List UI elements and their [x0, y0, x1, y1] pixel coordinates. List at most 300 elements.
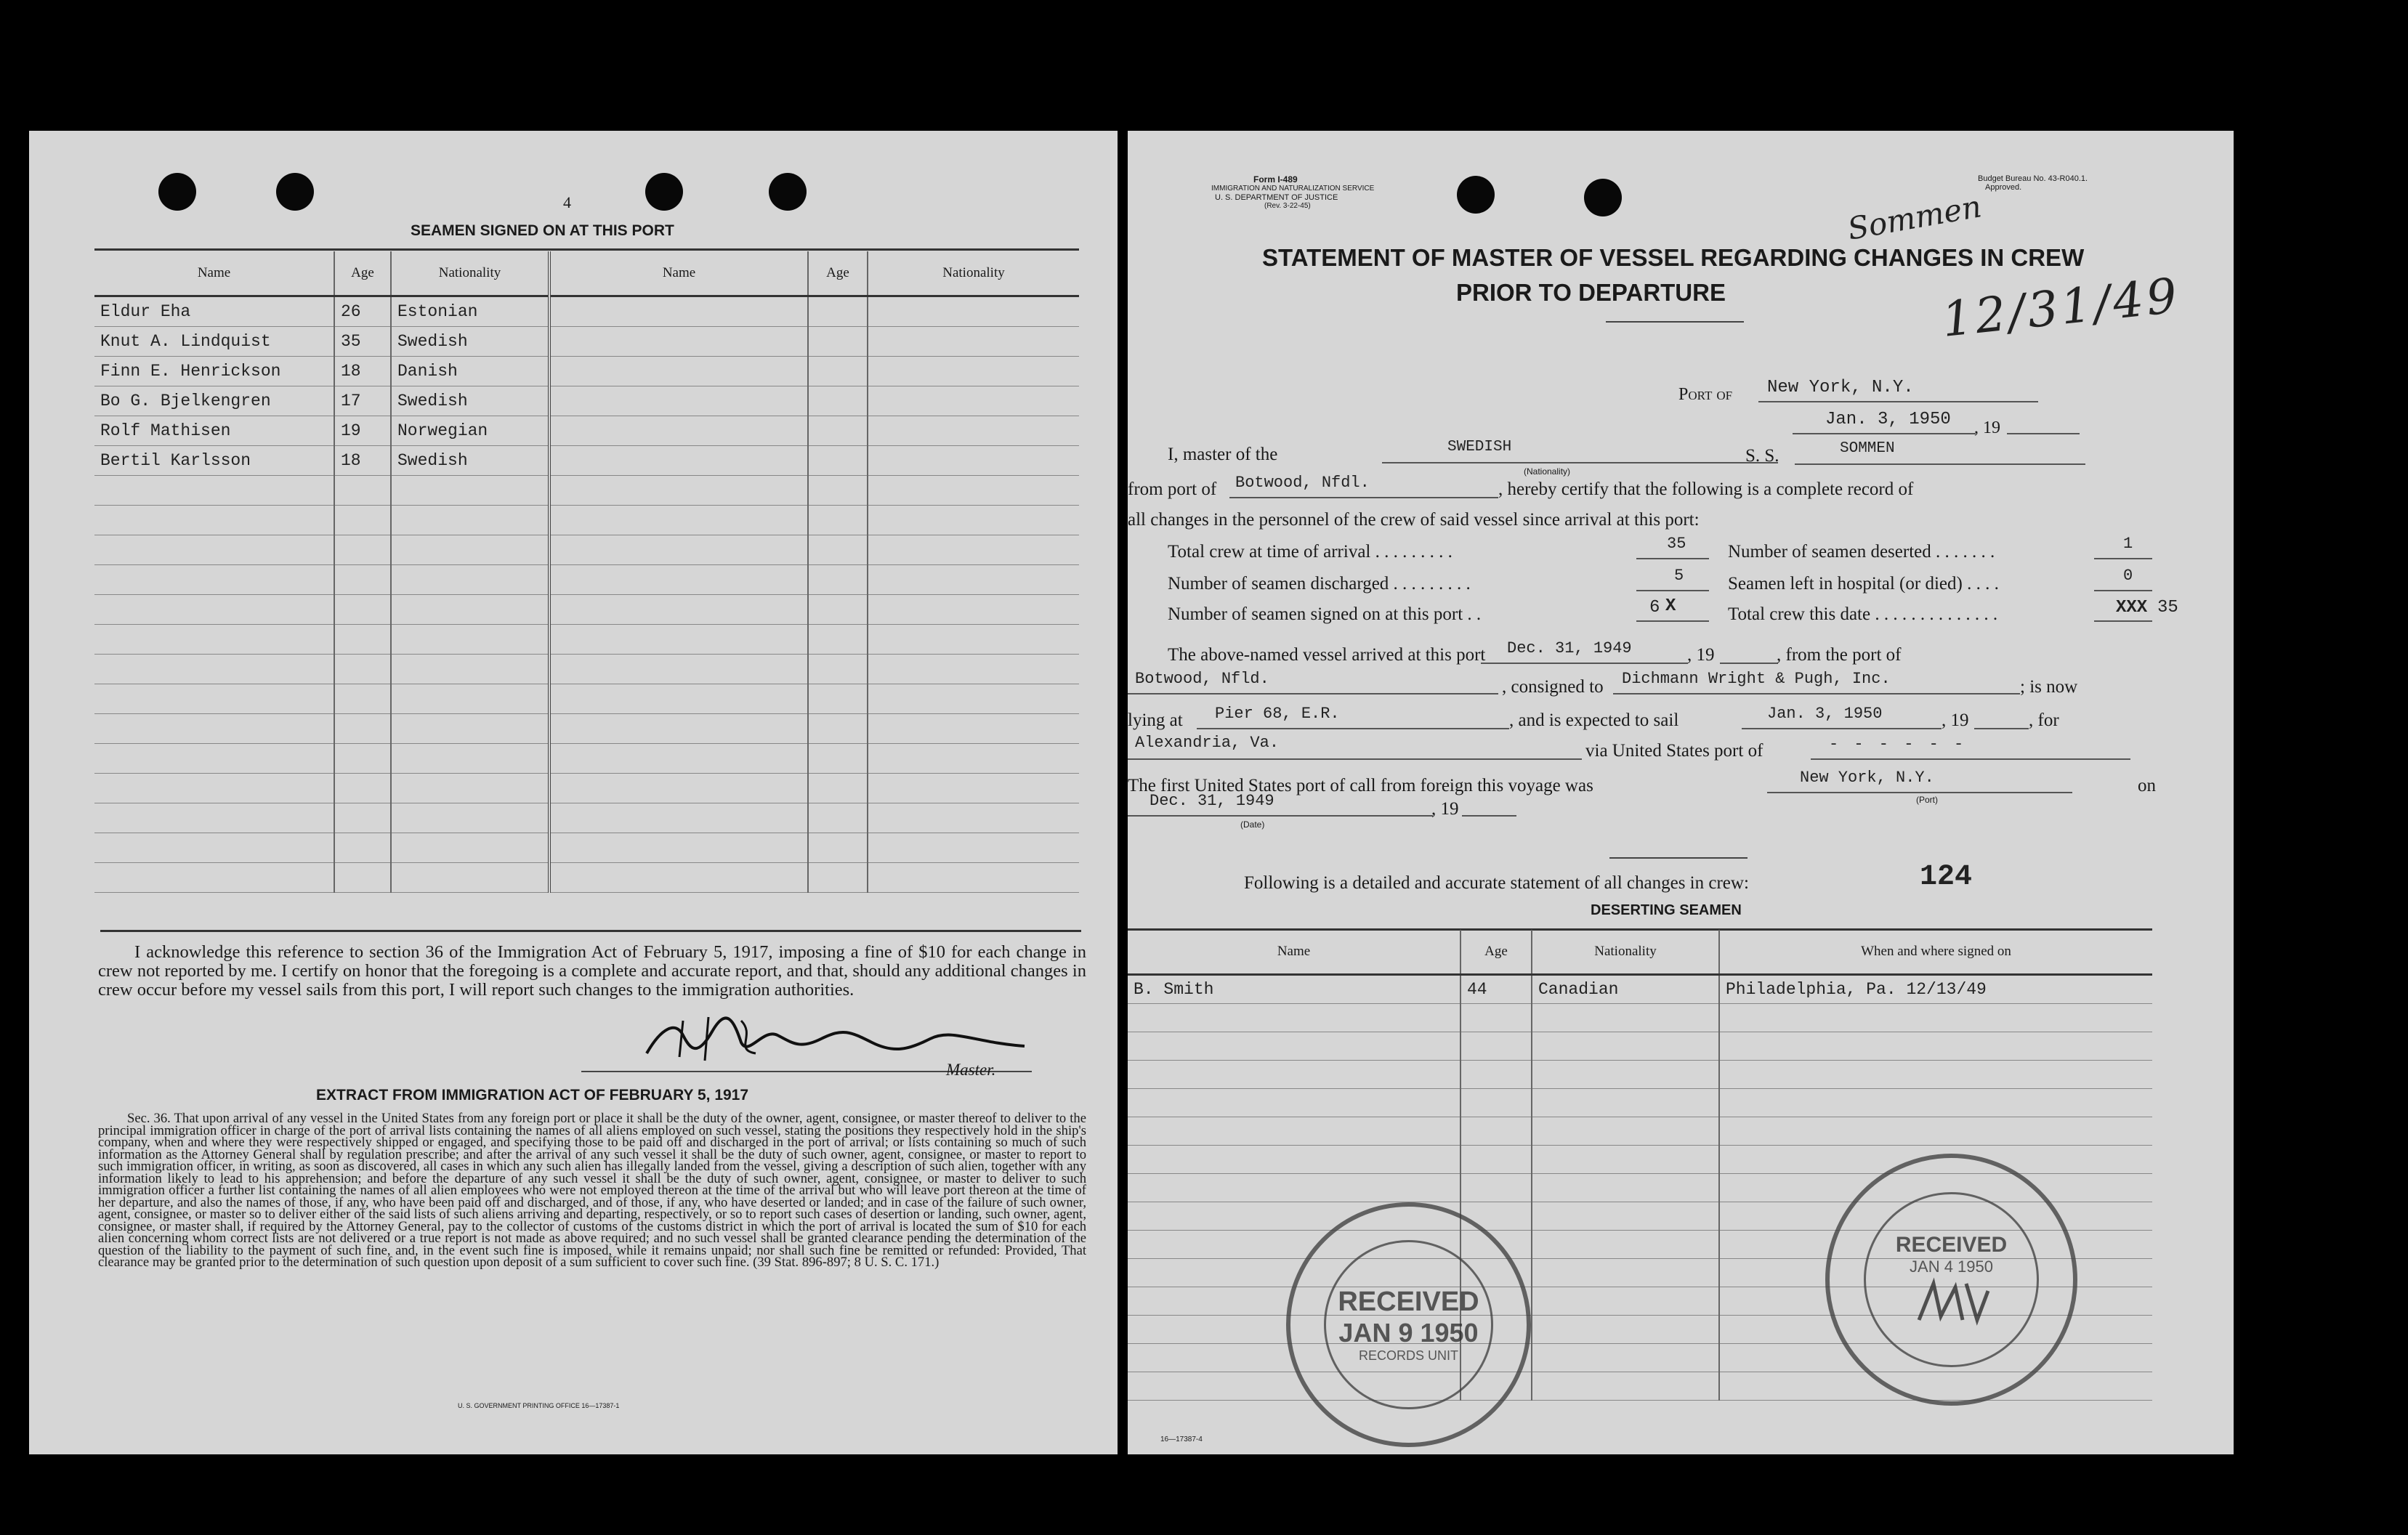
cell-nationality	[391, 476, 549, 506]
table-row	[1128, 1117, 2152, 1146]
table-row	[94, 714, 1079, 744]
table-header-row	[94, 251, 1079, 296]
cell-nationality	[868, 416, 1079, 446]
arrived-19: , 19	[1687, 645, 1715, 665]
date-value: Jan. 3, 1950	[1825, 410, 1951, 429]
seamen-signed-on-table	[94, 251, 1079, 893]
cell-nationality	[391, 595, 549, 625]
stamp-received-text: RECEIVED	[1895, 1232, 2008, 1257]
column-header-nationality: Nationality	[391, 251, 549, 296]
cell-nationality	[1532, 1202, 1719, 1231]
signed-on-strikeout: X	[1665, 596, 1676, 616]
left-page	[29, 131, 1118, 1454]
cell-nationality	[391, 684, 549, 714]
cell-age	[808, 803, 868, 833]
column-header-name: Name	[94, 251, 334, 296]
received-stamp	[1825, 1154, 2077, 1406]
cell-nationality	[1532, 1344, 1719, 1372]
table-row	[1128, 975, 2152, 1004]
lying-value: Pier 68, E.R.	[1215, 705, 1340, 723]
handwritten-date: 12/31/49	[1939, 267, 2183, 348]
cell-age	[808, 595, 868, 625]
cell-nationality	[868, 744, 1079, 774]
cell-age	[334, 476, 391, 506]
divider	[100, 930, 1081, 932]
cell-nationality	[1532, 1146, 1719, 1174]
cell-age	[808, 655, 868, 684]
nationality-value: SWEDISH	[1447, 439, 1512, 455]
cell-age: 19	[334, 416, 391, 446]
cell-nationality	[1532, 1004, 1719, 1032]
cell-nationality	[868, 357, 1079, 386]
fill-line	[1128, 693, 1498, 694]
from-port-label: from port of	[1128, 479, 1217, 499]
fill-line	[1128, 758, 1582, 760]
cell-nationality: Danish	[391, 357, 549, 386]
cell-name	[94, 476, 334, 506]
cell-age	[334, 625, 391, 655]
cell-age	[1460, 1117, 1532, 1146]
cell-age	[334, 506, 391, 535]
cell-name	[549, 357, 808, 386]
fill-line	[1128, 815, 1433, 817]
cell-signed-on	[1719, 1061, 2152, 1089]
cell-signed-on	[1719, 1032, 2152, 1061]
fill-line	[1613, 693, 2020, 694]
table-row	[94, 655, 1079, 684]
fill-line	[1229, 497, 1498, 498]
arrived-label: The above-named vessel arrived at this port	[1168, 645, 1486, 665]
table-row	[94, 595, 1079, 625]
fill-line	[1767, 792, 2072, 793]
lying-label: lying at	[1128, 710, 1183, 730]
cell-name	[94, 863, 334, 893]
cell-nationality: Swedish	[391, 327, 549, 357]
cell-age	[808, 565, 868, 595]
for-word: , for	[2029, 710, 2059, 730]
fill-line	[1758, 401, 2038, 402]
received-stamp	[1286, 1202, 1531, 1447]
total-crew-arrival-label: Total crew at time of arrival . . . . . . . . .	[1168, 542, 1453, 562]
cell-name	[549, 595, 808, 625]
fill-line	[1197, 728, 1509, 729]
deserted-label: Number of seamen deserted . . . . . . .	[1728, 542, 1995, 562]
page-number: 4	[563, 193, 571, 211]
cell-age: 35	[334, 327, 391, 357]
cell-nationality	[391, 744, 549, 774]
cell-name	[94, 565, 334, 595]
cell-nationality	[391, 625, 549, 655]
total-date: 35	[2157, 598, 2178, 617]
cell-age	[808, 506, 868, 535]
table-row	[94, 446, 1079, 476]
cell-nationality	[868, 833, 1079, 863]
cell-age	[334, 833, 391, 863]
table-row	[1128, 1089, 2152, 1117]
cell-age	[334, 535, 391, 565]
hospital: 0	[2123, 567, 2133, 585]
destination: Alexandria, Va.	[1135, 734, 1280, 752]
cell-nationality	[1532, 1231, 1719, 1259]
cell-nationality	[868, 714, 1079, 744]
column-header-nationality: Nationality	[1532, 930, 1719, 975]
first-port-label: The first United States port of call from foreign this voyage was	[1128, 776, 1593, 795]
cell-nationality	[391, 774, 549, 803]
cell-name	[549, 535, 808, 565]
via-label: via United States port of	[1585, 741, 1763, 761]
total-crew-arrival: 35	[1667, 535, 1686, 553]
cell-age: 18	[334, 446, 391, 476]
table-row	[94, 357, 1079, 386]
right-page	[1128, 131, 2234, 1454]
cell-age	[334, 863, 391, 893]
table-row	[94, 535, 1079, 565]
cell-nationality	[868, 774, 1079, 803]
table-row	[94, 386, 1079, 416]
cell-signed-on	[1719, 1089, 2152, 1117]
column-header-nationality: Nationality	[868, 251, 1079, 296]
cell-name	[549, 386, 808, 416]
cell-nationality	[868, 446, 1079, 476]
cell-name	[549, 506, 808, 535]
table-row	[94, 565, 1079, 595]
fill-line	[1793, 433, 1976, 434]
cell-nationality	[868, 655, 1079, 684]
deserting-title: DESERTING SEAMEN	[1591, 902, 1742, 918]
on-label: on	[2138, 776, 2156, 795]
arrived-from: Botwood, Nfld.	[1135, 670, 1269, 688]
cell-name	[549, 803, 808, 833]
cell-nationality	[1532, 1287, 1719, 1316]
cell-name	[549, 714, 808, 744]
first-port-value: New York, N.Y.	[1800, 769, 1934, 787]
fill-line	[1636, 620, 1709, 622]
cell-name: Eldur Eha	[94, 296, 334, 327]
cell-name	[549, 833, 808, 863]
hospital-label: Seamen left in hospital (or died) . . . .	[1728, 574, 1999, 594]
punch-hole	[769, 173, 807, 211]
stamp-received-text: RECEIVED	[1338, 1286, 1479, 1317]
divider	[1606, 321, 1744, 323]
master-label: Master.	[946, 1061, 996, 1079]
cell-nationality	[868, 595, 1079, 625]
column-header-name: Name	[549, 251, 808, 296]
cell-signed-on	[1719, 1117, 2152, 1146]
discharged-label: Number of seamen discharged . . . . . . . . .	[1168, 574, 1471, 594]
cell-name	[549, 446, 808, 476]
cell-name	[1128, 1117, 1460, 1146]
cell-nationality	[868, 565, 1079, 595]
cell-nationality	[868, 296, 1079, 327]
punch-hole	[1584, 179, 1622, 216]
cell-name	[549, 655, 808, 684]
form-number: Form I-489	[1253, 174, 1298, 185]
cell-name: Rolf Mathisen	[94, 416, 334, 446]
cell-age	[334, 684, 391, 714]
punch-hole	[645, 173, 683, 211]
total-date-strikeout: XXX	[2116, 598, 2148, 617]
signed-on: 6	[1649, 598, 1660, 617]
agency-line1: IMMIGRATION AND NATURALIZATION SERVICE	[1211, 185, 1375, 193]
cell-age	[808, 863, 868, 893]
cell-nationality	[391, 506, 549, 535]
cell-nationality	[391, 803, 549, 833]
fill-line	[1974, 728, 2029, 729]
cell-name	[549, 625, 808, 655]
date-caption: (Date)	[1240, 819, 1265, 830]
column-header-signed-on: When and where signed on	[1719, 930, 2152, 975]
divider	[94, 248, 1079, 251]
stamp-date: JAN 9 1950	[1338, 1317, 1479, 1348]
acknowledgment-text: I acknowledge this reference to section 36 of the Immigration Act of February 5, 1917, imposing a fine of $10 for each change in crew not reported by me. I certify on honor that the foregoing is a complete and accurate report, and that, should any additional changes in crew occur before my vessel sails from this port, I will report such changes to the immigration authorities.	[98, 942, 1086, 1000]
via-value: - - - - - -	[1829, 735, 1967, 753]
cell-age: 17	[334, 386, 391, 416]
ship-name: SOMMEN	[1840, 440, 1895, 457]
cell-age	[808, 386, 868, 416]
fill-line	[1462, 815, 1516, 817]
cell-age	[334, 565, 391, 595]
cell-name: Knut A. Lindquist	[94, 327, 334, 357]
cell-age	[1460, 1174, 1532, 1202]
cell-name: Finn E. Henrickson	[94, 357, 334, 386]
cell-nationality	[1532, 1032, 1719, 1061]
discharged: 5	[1674, 567, 1684, 585]
cell-name	[94, 744, 334, 774]
following-label: Following is a detailed and accurate statement of all changes in crew:	[1244, 873, 1749, 893]
cell-nationality	[1532, 1259, 1719, 1287]
cell-name	[1128, 1174, 1460, 1202]
cell-signed-on: Philadelphia, Pa. 12/13/49	[1719, 975, 2152, 1004]
form-title-line2: PRIOR TO DEPARTURE	[1456, 279, 1726, 306]
certify-text-2: all changes in the personnel of the crew of said vessel since arrival at this port:	[1128, 510, 1700, 530]
column-header-age: Age	[334, 251, 391, 296]
cell-age	[808, 357, 868, 386]
cell-nationality	[391, 833, 549, 863]
cell-nationality	[1532, 1089, 1719, 1117]
cell-age	[1460, 1032, 1532, 1061]
signed-on-label: Number of seamen signed on at this port . .	[1168, 604, 1482, 624]
cell-name	[94, 655, 334, 684]
table-row	[94, 774, 1079, 803]
budget-bureau: Budget Bureau No. 43-R040.1.	[1978, 174, 2088, 183]
table-row	[94, 296, 1079, 327]
cell-nationality: Swedish	[391, 446, 549, 476]
cell-nationality: Norwegian	[391, 416, 549, 446]
cell-age	[808, 625, 868, 655]
consigned-label: , consigned to	[1502, 677, 1604, 697]
cell-nationality	[868, 327, 1079, 357]
cell-signed-on	[1719, 1004, 2152, 1032]
first-port-19: , 19	[1431, 799, 1459, 819]
cell-name	[549, 565, 808, 595]
table-row	[1128, 1032, 2152, 1061]
cell-age	[808, 296, 868, 327]
stamp-date: JAN 4 1950	[1910, 1257, 1993, 1276]
cell-age	[808, 714, 868, 744]
cell-name	[94, 506, 334, 535]
cell-nationality	[1532, 1117, 1719, 1146]
master-of-label: I, master of the	[1168, 445, 1278, 464]
ss-label: S. S.	[1745, 446, 1779, 466]
table-row	[94, 863, 1079, 893]
cell-age: 44	[1460, 975, 1532, 1004]
cell-age	[808, 684, 868, 714]
fill-line	[2094, 620, 2152, 622]
cell-name	[549, 416, 808, 446]
column-header-age: Age	[1460, 930, 1532, 975]
table-row	[94, 744, 1079, 774]
cell-age	[808, 774, 868, 803]
cell-name	[94, 714, 334, 744]
cell-nationality	[868, 506, 1079, 535]
table-row	[94, 476, 1079, 506]
cell-name	[94, 833, 334, 863]
form-title-line1: STATEMENT OF MASTER OF VESSEL REGARDING CHANGES IN CREW	[1262, 244, 2085, 271]
is-now-label: ; is now	[2020, 677, 2078, 697]
cell-nationality	[1532, 1174, 1719, 1202]
date-suffix: , 19	[1974, 418, 2000, 437]
sail-19: , 19	[1942, 710, 1969, 730]
cell-name: Bo G. Bjelkengren	[94, 386, 334, 416]
cell-name	[549, 327, 808, 357]
table-row	[94, 625, 1079, 655]
fill-line	[1720, 663, 1778, 664]
table-row	[94, 684, 1079, 714]
cell-name	[94, 803, 334, 833]
cell-nationality	[1532, 1372, 1719, 1401]
cell-nationality: Estonian	[391, 296, 549, 327]
initials-mark	[1912, 1276, 1992, 1327]
cell-nationality	[391, 863, 549, 893]
table-row	[1128, 1061, 2152, 1089]
from-port-value: Botwood, Nfdl.	[1235, 474, 1370, 492]
cell-age	[1460, 1004, 1532, 1032]
cell-nationality	[868, 386, 1079, 416]
deserted: 1	[2123, 535, 2133, 553]
cell-nationality	[1532, 1316, 1719, 1344]
cell-age	[334, 803, 391, 833]
cell-age: 18	[334, 357, 391, 386]
cell-name: B. Smith	[1128, 975, 1460, 1004]
stamp-unit: RECORDS UNIT	[1358, 1348, 1458, 1363]
cell-name	[94, 625, 334, 655]
table-row	[94, 327, 1079, 357]
approved: Approved.	[1985, 183, 2022, 192]
fill-line	[2007, 433, 2080, 434]
cell-age	[1460, 1146, 1532, 1174]
table-row	[94, 803, 1079, 833]
cell-name	[94, 684, 334, 714]
certify-text: , hereby certify that the following is a complete record of	[1498, 479, 1914, 499]
punch-hole	[158, 173, 196, 211]
cell-name: Bertil Karlsson	[94, 446, 334, 476]
cell-name	[94, 535, 334, 565]
agency-line2: U. S. DEPARTMENT OF JUSTICE	[1215, 193, 1338, 202]
extract-text: Sec. 36. That upon arrival of any vessel in the United States from any foreign port or place it shall be the duty of the owner, agent, consignee, or master thereof to deliver to the principal immigration officer in charge of the port of arrival lists containing the names of all aliens employed on such vessel, stating the positions they respectively hold in the ship's company, when and where they were respectively shipped or engaged, and specifying those to be paid off and discharged in the port of arrival; or lists containing so much of such information as the Attorney General shall by regulation prescribe; and after the arrival of any such vessel it shall be the duty of such owner, agent, consignee, or master to report to such immigration officer, in writing, as soon as discovered, all cases in which any such alien has illegally landed from the vessel, giving a description of such alien, together with any information likely to lead to his apprehension; and before the departure of any such vessel it shall be the duty of such owner, agent, consignee, or master to deliver to such immigration officer a further list containing the names of all alien employees who were not employed thereon at the time of the arrival but who will leave port thereon at the time of her departure, and also the names of those, if any, who have been paid off and discharged, and of those, if any, who have deserted or landed; and in case of the failure of such owner, agent, consignee, or master so to deliver either of the said lists of such aliens arriving and departing, respectively, or so to report such cases of desertion or landing, such owner, agent, consignee, or master shall, if required by the Attorney General, pay to the collector of customs of the customs district in which the port of arrival is located the sum of $10 for each alien concerning whom correct lists are not delivered or a true report is not made as above required; and no such vessel shall be granted clearance pending the determination of the question of the liability to the payment of such fine, and, in the event such fine is imposed, while it remains unpaid; nor shall such fine be remitted or refunded: Provided, That clearance may be granted prior to the determination of such question upon deposit of a sum sufficient to cover such fine. (39 Stat. 896-897; 8 U. S. C. 171.)	[98, 1111, 1086, 1270]
cell-age	[808, 446, 868, 476]
cell-nationality	[391, 714, 549, 744]
cell-age	[334, 774, 391, 803]
expected-label: , and is expected to sail	[1509, 710, 1679, 730]
table-header-row	[1128, 930, 2152, 975]
from-port-of-label: , from the port of	[1777, 645, 1902, 665]
cell-age	[808, 416, 868, 446]
cell-nationality	[391, 655, 549, 684]
cell-age	[334, 595, 391, 625]
handwritten-vessel-name: Sommen	[1845, 188, 1984, 247]
cell-nationality: Canadian	[1532, 975, 1719, 1004]
punch-hole	[1457, 176, 1495, 214]
cell-nationality	[391, 565, 549, 595]
divider	[1609, 857, 1748, 859]
port-label: Port of	[1678, 385, 1733, 404]
table-row	[94, 416, 1079, 446]
fill-line	[1481, 663, 1688, 664]
sail-date: Jan. 3, 1950	[1767, 705, 1883, 723]
fill-line	[1742, 728, 1942, 729]
cell-age	[334, 744, 391, 774]
table-row	[1128, 1004, 2152, 1032]
cell-nationality	[868, 863, 1079, 893]
table-row	[94, 833, 1079, 863]
nationality-caption: (Nationality)	[1524, 466, 1571, 477]
fill-line	[2094, 558, 2152, 559]
cell-age	[1460, 1061, 1532, 1089]
port-value: New York, N.Y.	[1767, 378, 1914, 397]
cell-nationality	[391, 535, 549, 565]
cell-name	[94, 774, 334, 803]
fill-line	[1811, 758, 2130, 760]
fill-line	[2094, 590, 2152, 591]
cell-age	[1460, 1089, 1532, 1117]
cell-name	[549, 296, 808, 327]
cell-name	[549, 774, 808, 803]
cell-name	[1128, 1004, 1460, 1032]
cell-name	[549, 684, 808, 714]
fill-line	[1636, 558, 1709, 559]
cell-name	[549, 476, 808, 506]
port-caption: (Port)	[1916, 795, 1938, 805]
column-header-age: Age	[808, 251, 868, 296]
revision: (Rev. 3-22-45)	[1264, 202, 1311, 210]
cell-name	[549, 863, 808, 893]
punch-hole	[276, 173, 314, 211]
cell-age	[334, 714, 391, 744]
cell-nationality	[868, 476, 1079, 506]
cell-nationality	[868, 684, 1079, 714]
cell-nationality: Swedish	[391, 386, 549, 416]
cell-age	[808, 535, 868, 565]
cell-name	[1128, 1089, 1460, 1117]
cell-nationality	[868, 535, 1079, 565]
cell-nationality	[868, 625, 1079, 655]
cell-nationality	[868, 803, 1079, 833]
cell-age	[808, 744, 868, 774]
section-title: SEAMEN SIGNED ON AT THIS PORT	[411, 222, 674, 239]
cell-age	[808, 476, 868, 506]
cell-name	[1128, 1032, 1460, 1061]
printer-line: U. S. GOVERNMENT PRINTING OFFICE 16—17387-1	[458, 1402, 620, 1409]
cell-name	[549, 744, 808, 774]
cell-age	[808, 833, 868, 863]
first-port-date: Dec. 31, 1949	[1150, 792, 1274, 810]
cell-name	[1128, 1146, 1460, 1174]
cell-name	[1128, 1061, 1460, 1089]
arrived-date: Dec. 31, 1949	[1507, 639, 1632, 657]
cell-nationality	[1532, 1061, 1719, 1089]
cell-age: 26	[334, 296, 391, 327]
fill-line	[1382, 462, 1778, 463]
